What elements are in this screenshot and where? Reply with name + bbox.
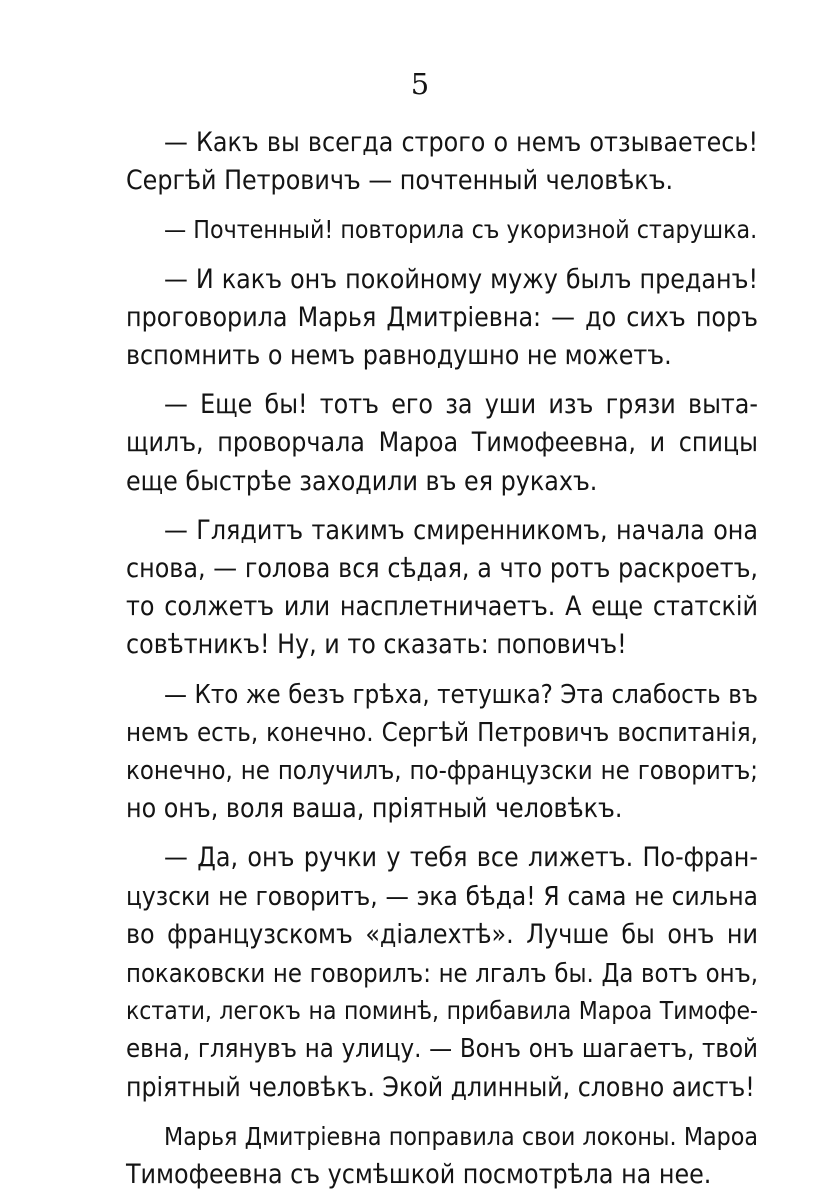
paragraph [126, 211, 758, 249]
text-line: снова, — голова вся сѣдая, а что ротъ раскроетъ, [126, 553, 758, 585]
paragraph [126, 512, 758, 665]
text-line: конечно, не получилъ, по-французски не говоритъ; [126, 756, 758, 787]
text-line: во французскомъ «діалехтѣ». Лучше бы онъ ни [126, 918, 758, 950]
page-number: 5 [410, 67, 430, 101]
text-line: евна, глянувъ на улицу. — Вонъ онъ шагаетъ, твой [126, 1034, 758, 1065]
text-line: проговорила Марья Дмитріевна: — до сихъ поръ [126, 301, 758, 333]
text-line: то солжетъ или насплетничаетъ. А еще статскій [126, 591, 758, 623]
page-body-text [126, 124, 758, 1191]
text-line: — Глядитъ такимъ смиренникомъ, начала она [164, 514, 758, 546]
text-line: немъ есть, конечно. Сергѣй Петровичъ воспитанія, [126, 717, 758, 748]
text-line: кстати, легокъ на поминѣ, прибавила Мароа Тимофе- [126, 996, 758, 1026]
text-line: цузски не говоритъ, — эка бѣда! Я сама не сильна [126, 881, 758, 912]
text-line: — Да, онъ ручки у тебя все лижетъ. По-фран- [164, 842, 758, 874]
text-line: еще быстрѣе заходили въ ея рукахъ. [126, 465, 598, 497]
text-line: совѣтникъ! Ну, и то сказать: поповичъ! [126, 629, 627, 661]
text-line: щилъ, проворчала Мароа Тимофеевна, и спицы [126, 427, 758, 459]
text-line: — И какъ онъ покойному мужу былъ преданъ! [164, 263, 758, 295]
paragraph [126, 839, 758, 1106]
paragraph [126, 676, 758, 829]
text-line: Марья Дмитріевна поправила свои локоны. Мароа [164, 1121, 758, 1151]
text-line: Тимофеевна съ усмѣшкой посмотрѣла на нее. [126, 1159, 712, 1191]
text-line: — Какъ вы всегда строго о немъ отзываетесь! [164, 127, 758, 158]
paragraph [126, 124, 758, 200]
text-line: но онъ, воля ваша, пріятный человѣкъ. [126, 793, 623, 825]
paragraph [126, 386, 758, 501]
text-line: вспомнить о немъ равнодушно не можетъ. [126, 340, 672, 372]
text-line: покаковски не говорилъ: не лгалъ бы. Да вотъ онъ, [126, 958, 758, 989]
text-line: — Почтенный! повторила съ укоризной старушка. [164, 215, 758, 245]
text-line: — Еще бы! тотъ его за уши изъ грязи выта- [164, 389, 758, 421]
paragraph [126, 1118, 758, 1191]
text-line: Сергѣй Петровичъ — почтенный человѣкъ. [126, 165, 674, 197]
paragraph [126, 261, 758, 376]
text-line: пріятный человѣкъ. Экой длинный, словно аистъ! [126, 1072, 755, 1103]
text-line: — Кто же безъ грѣха, тетушка? Эта слабость въ [164, 679, 758, 710]
